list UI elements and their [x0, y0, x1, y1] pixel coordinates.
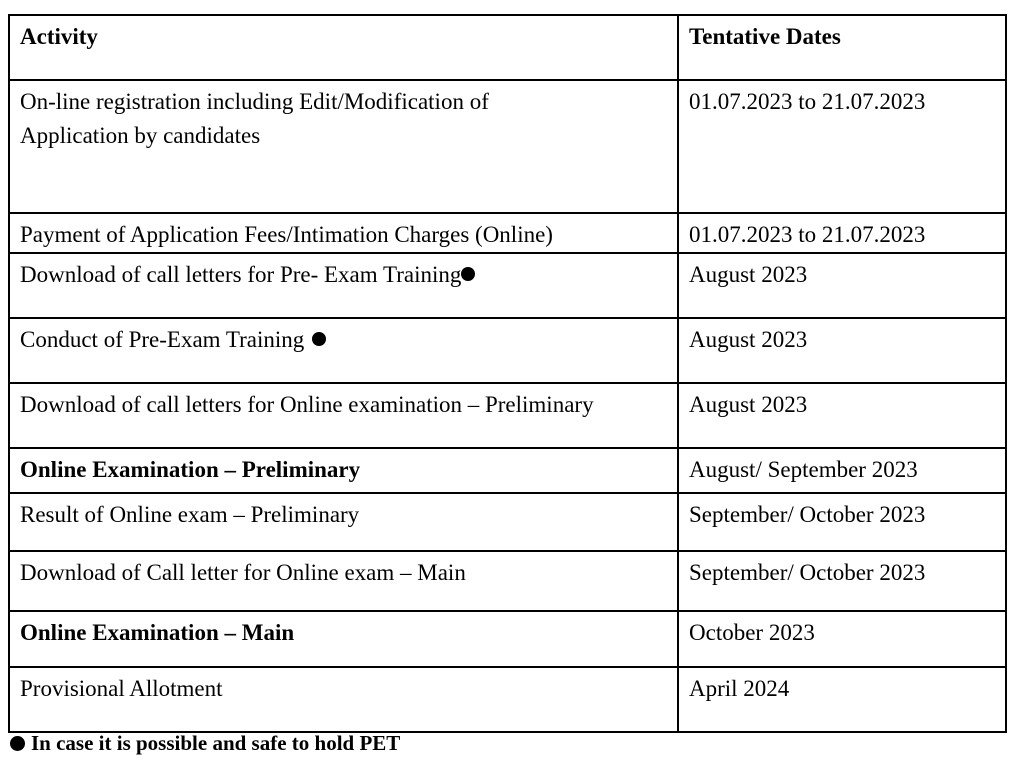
table-row — [9, 611, 1006, 667]
table-row — [9, 80, 1006, 213]
table-row — [9, 318, 1006, 383]
dates-column-header: Tentative Dates — [678, 15, 1006, 80]
schedule-table — [8, 14, 1007, 733]
dates-cell: August 2023 — [678, 383, 1006, 448]
activity-cell: Online Examination – Preliminary — [9, 448, 678, 493]
table-row — [9, 253, 1006, 318]
dates-cell: October 2023 — [678, 611, 1006, 667]
footnote — [10, 730, 400, 756]
activity-text-line-2: Application by candidates — [20, 123, 261, 148]
activity-cell — [9, 253, 678, 318]
table-row — [9, 493, 1006, 551]
activity-cell: Payment of Application Fees/Intimation Charges (Online) — [9, 213, 678, 253]
activity-text: Conduct of Pre-Exam Training — [20, 327, 305, 352]
activity-cell: Result of Online exam – Preliminary — [9, 493, 678, 551]
header-row — [9, 15, 1006, 80]
dates-cell: September/ October 2023 — [678, 551, 1006, 611]
table-row — [9, 213, 1006, 253]
activity-text: Download of call letters for Pre- Exam Training — [20, 262, 462, 287]
dates-cell: August/ September 2023 — [678, 448, 1006, 493]
activity-cell — [9, 80, 678, 213]
dates-cell: 01.07.2023 to 21.07.2023 — [678, 80, 1006, 213]
activity-cell: Download of Call letter for Online exam – Main — [9, 551, 678, 611]
bullet-dot-icon — [312, 332, 326, 346]
activity-column-header: Activity — [9, 15, 678, 80]
bullet-dot-icon — [10, 736, 25, 751]
activity-cell: Online Examination – Main — [9, 611, 678, 667]
dates-cell: August 2023 — [678, 253, 1006, 318]
table-row — [9, 383, 1006, 448]
bullet-dot-icon — [461, 267, 475, 281]
dates-cell: April 2024 — [678, 667, 1006, 732]
activity-cell: Provisional Allotment — [9, 667, 678, 732]
dates-cell: 01.07.2023 to 21.07.2023 — [678, 213, 1006, 253]
table-row — [9, 667, 1006, 732]
activity-text: On-line registration including Edit/Modification of — [20, 89, 489, 114]
dates-cell: August 2023 — [678, 318, 1006, 383]
dates-cell: September/ October 2023 — [678, 493, 1006, 551]
activity-cell: Download of call letters for Online examination – Preliminary — [9, 383, 678, 448]
footnote-text: In case it is possible and safe to hold PET — [31, 731, 401, 755]
table-row — [9, 551, 1006, 611]
table-row — [9, 448, 1006, 493]
activity-cell — [9, 318, 678, 383]
